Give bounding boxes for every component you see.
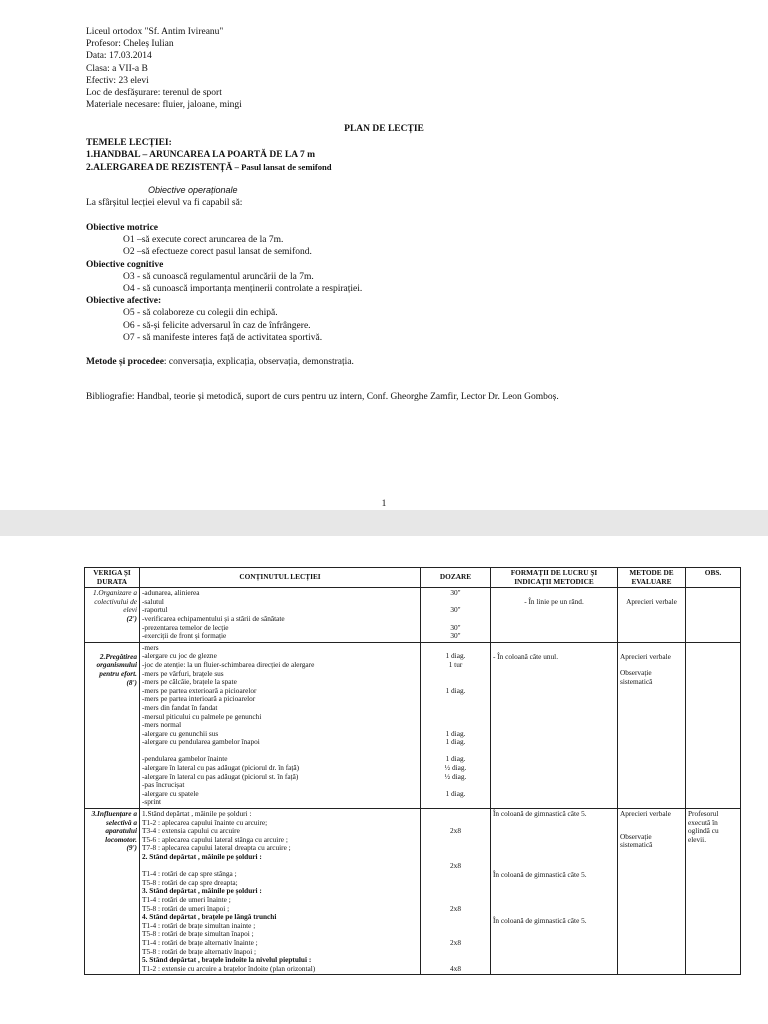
dozare-cell (421, 588, 491, 643)
content-line: -mers pe partea interioară a picioarelor (142, 695, 256, 704)
table-header-row (85, 568, 741, 588)
theme-2-main: 2.ALERGAREA DE REZISTENȚĂ (86, 163, 233, 174)
veriga-name: 3.Influențare a selectivă a aparatului locomotor. (91, 809, 137, 844)
content-line (142, 747, 418, 756)
veriga-name: 1.Organizare a colectivului de elevi (92, 588, 137, 615)
content-line: -mersul piticului cu palmele pe genunchi (142, 712, 262, 721)
dozare-value: 1 diag. (445, 754, 466, 764)
content-line: 4. Stând depărtat , brațele pe lângă trunchi (142, 913, 277, 922)
affective-objectives-heading: Obiective afective: (86, 296, 162, 307)
dozare-value: 2x8 (450, 826, 461, 836)
formatii-text: În coloană de gimnastică câte 5. (493, 869, 587, 879)
operational-objectives-title: Obiective operaționale (148, 185, 238, 195)
content-line: T5-8 : rotări de cap spre dreapta; (142, 878, 238, 887)
location-line: Loc de desfășurare: terenul de sport (86, 88, 222, 99)
dozare-value: 30" (450, 622, 461, 632)
metode-cell (618, 809, 686, 975)
content-line: -mers (142, 643, 159, 652)
dozare-value: 2x8 (450, 860, 461, 870)
dozare-value: 1 diag. (445, 737, 466, 747)
methods-label: Metode și procedee (86, 357, 164, 367)
teacher-line: Profesor: Cheleș Iulian (86, 39, 174, 50)
table-row (85, 642, 741, 808)
veriga-cell (85, 809, 140, 975)
dozare-value: 30" (450, 605, 461, 615)
content-line: -prezentarea temelor de lecție (142, 623, 229, 632)
objective-o4: O4 - să cunoască importanța menținerii controlate a respirației. (123, 284, 363, 295)
header-veriga: VERIGA ȘI DURATA (85, 568, 140, 588)
theme-2 (86, 161, 332, 174)
formatii-text: În coloană de gimnastică câte 5. (493, 809, 587, 819)
content-line: -alergare în lateral cu pas adăugat (piciorul dr. în față) (142, 764, 300, 773)
obs-cell (686, 809, 741, 975)
content-line: T1-4 : rotări de umeri înainte ; (142, 895, 231, 904)
content-line (142, 862, 418, 871)
header-dozare: DOZARE (421, 568, 491, 588)
content-line: T3-4 : extensia capului cu arcuire (142, 827, 240, 836)
page-number: 1 (381, 499, 387, 509)
table-row (85, 809, 741, 975)
materials-line: Materiale necesare: fluier, jaloane, mingi (86, 100, 242, 111)
content-line: -verificarea echipamentului și a stării de sănătate (142, 614, 285, 623)
content-line: -joc de atenție: la un fluier-schimbarea direcției de alergare (142, 660, 315, 669)
content-line: T1-4 : rotări de brațe simultan inainte ; (142, 921, 256, 930)
themes-heading: TEMELE LECȚIEI: (86, 138, 172, 148)
header-obs: OBS. (686, 568, 741, 588)
lesson-header (86, 26, 242, 111)
lesson-themes (86, 137, 332, 175)
dozare-value: 30" (450, 588, 461, 598)
dozare-value: 1 diag. (445, 651, 466, 661)
dozare-value (423, 798, 488, 807)
content-line: T1-4 : rotări de cap spre stânga ; (142, 870, 237, 879)
bibliography: Bibliografie: Handbal, teorie și metodică, suport de curs pentru uz intern, Conf. Gheorghe Zamfir, Lector Dr. Leon Gomboș. (86, 392, 559, 402)
metode-text-2: Observație sistematică (620, 668, 653, 686)
class-line: Clasa: a VII-a B (86, 63, 148, 74)
objective-o6: O6 - să-și felicite adversarul în caz de înfrângere. (123, 320, 311, 331)
content-line: -raportul (142, 606, 168, 615)
methods-line (86, 357, 354, 367)
content-line: T1-2 : aplecarea capului înainte cu arcuire; (142, 818, 268, 827)
metode-text: Aprecieri verbale (626, 597, 677, 607)
content-line: -alergare cu joc de glezne (142, 652, 217, 661)
content-line: 2. Stând depărtat , mâinile pe șolduri : (142, 853, 262, 861)
document-page-1 (0, 0, 768, 510)
theme-1: 1.HANDBAL – ARUNCAREA LA POARTĂ DE LA 7 m (86, 150, 316, 161)
metode-text-2: Observație sistematică (620, 831, 653, 850)
objective-o7: O7 - să manifeste interes față de activitatea sportivă. (123, 332, 323, 343)
theme-2-sub: – Pasul lansat de semifond (232, 162, 332, 173)
content-line: -mers pe vârfuri, brațele sus (142, 669, 224, 678)
content-cell (140, 809, 421, 975)
content-line: 5. Stând depărtat , brațele îndoite la nivelul pieptului : (142, 956, 312, 965)
content-line: 3. Stând depărtat , mâinile pe șolduri : (142, 887, 262, 896)
dozare-value: 2x8 (450, 937, 461, 947)
formatii-text: În coloană de gimnastică câte 5. (493, 916, 587, 926)
cognitive-objectives-heading: Obiective cognitive (86, 259, 164, 270)
veriga-name: 2.Pregătirea organismului pentru efort. (96, 651, 137, 678)
content-line: 1.Stând depărtat , mâinile pe șolduri : (142, 810, 252, 819)
spacer (620, 819, 683, 833)
formatii-cell (491, 809, 618, 975)
content-line: T7-8 : aplecarea capului lateral dreapta cu arcuire ; (142, 844, 291, 853)
dozare-value: 2x8 (450, 903, 461, 913)
dozare-value: ½ diag. (444, 763, 467, 773)
content-line: T1-4 : rotări de brațe alternativ înainte ; (142, 938, 258, 947)
school-line: Liceul ortodox "Sf. Antim Ivireanu" (86, 27, 224, 37)
veriga-time: (2') (126, 613, 137, 623)
content-line: T5-8 : rotări de brațe alternativ înapoi ; (142, 947, 257, 956)
dozare-value: ½ diag. (444, 771, 467, 781)
content-line: -pendularea gambelor înainte (142, 755, 228, 764)
content-line: -mers normal (142, 721, 182, 730)
objective-o5: O5 - să colaboreze cu colegii din echipă. (123, 308, 278, 319)
date-line: Data: 17.03.2014 (86, 51, 152, 62)
methods-text: : conversația, explicația, observația, demonstrația. (163, 357, 354, 367)
content-cell (140, 588, 421, 643)
dozare-value: 1 diag. (445, 728, 466, 738)
metode-text: Aprecieri verbale (620, 651, 671, 661)
metode-cell (618, 588, 686, 643)
spacer (493, 879, 615, 917)
students-line: Efectiv: 23 elevi (86, 75, 149, 86)
content-line: -alergare în lateral cu pas adăugat (piciorul st. în față) (142, 772, 299, 781)
header-continut: CONȚINUTUL LECȚIEI (140, 568, 421, 588)
formatii-cell (491, 588, 618, 643)
metode-text: Aprecieri verbale (620, 809, 671, 819)
content-line: -mers din fandat în fandat (142, 703, 218, 712)
document-page-2 (0, 536, 768, 1024)
content-line: T1-2 : extensie cu arcuire a brațelor îndoite (plan orizontal) (142, 964, 316, 973)
header-formatii: FORMAȚII DE LUCRU ȘI INDICAȚII METODICE (491, 568, 618, 588)
spacer (493, 819, 615, 871)
page-separator (0, 510, 768, 536)
obs-cell (686, 588, 741, 643)
formatii-text: - În coloană câte unul. (493, 651, 559, 661)
content-line: -pas încrucișat (142, 781, 185, 790)
content-line: T5-6 : aplecarea capului lateral stânga cu arcuire ; (142, 835, 288, 844)
objectives-list (86, 222, 362, 344)
dozare-cell (421, 642, 491, 808)
formatii-cell (491, 642, 618, 808)
content-line: -salutul (142, 597, 164, 606)
objective-o2: O2 –să efectueze corect pasul lansat de semifond. (123, 247, 312, 258)
veriga-cell (85, 642, 140, 808)
content-line: -alergare cu spatele (142, 789, 199, 798)
content-line: T5-8 : rotări de umeri înapoi ; (142, 904, 230, 913)
plan-title: PLAN DE LECȚIE (344, 124, 424, 134)
content-line: -mers pe călcâie, brațele la spate (142, 678, 237, 687)
dozare-cell (421, 809, 491, 975)
dozare-value: 30" (450, 631, 461, 641)
obs-text: Profesorul execută în oglindă cu elevii. (688, 809, 719, 844)
formatii-text: - În linie pe un rând. (524, 597, 584, 607)
content-line: -alergare cu pendularea gambelor înapoi (142, 738, 260, 747)
objective-o3: O3 - să cunoască regulamentul aruncării de la 7m. (123, 271, 314, 282)
objectives-lead: La sfârșitul lecției elevul va fi capabil să: (86, 198, 243, 208)
veriga-cell (85, 588, 140, 643)
dozare-value: 4x8 (450, 963, 461, 973)
obs-cell (686, 642, 741, 808)
content-line: -exerciții de front și formație (142, 632, 227, 641)
dozare-value: 1 diag. (445, 788, 466, 798)
dozare-value: 1 tur (448, 659, 463, 669)
content-line: -sprint (142, 798, 162, 807)
motor-objectives-heading: Obiective motrice (86, 223, 159, 233)
content-line: -adunarea, alinierea (142, 589, 200, 598)
table-row (85, 588, 741, 643)
content-cell (140, 642, 421, 808)
lesson-table (84, 567, 741, 975)
metode-cell (618, 642, 686, 808)
veriga-time: (8') (126, 677, 137, 687)
content-line: T5-8 : rotări de brațe simultan înapoi ; (142, 930, 254, 939)
dozare-value: 1 diag. (445, 685, 466, 695)
objective-o1: O1 –să execute corect aruncarea de la 7m. (123, 235, 284, 246)
content-line: -mers pe partea exterioară a picioarelor (142, 686, 257, 695)
header-metode: METODE DE EVALUARE (618, 568, 686, 588)
content-line: -alergare cu genunchii sus (142, 729, 219, 738)
veriga-time: (9') (126, 843, 137, 853)
